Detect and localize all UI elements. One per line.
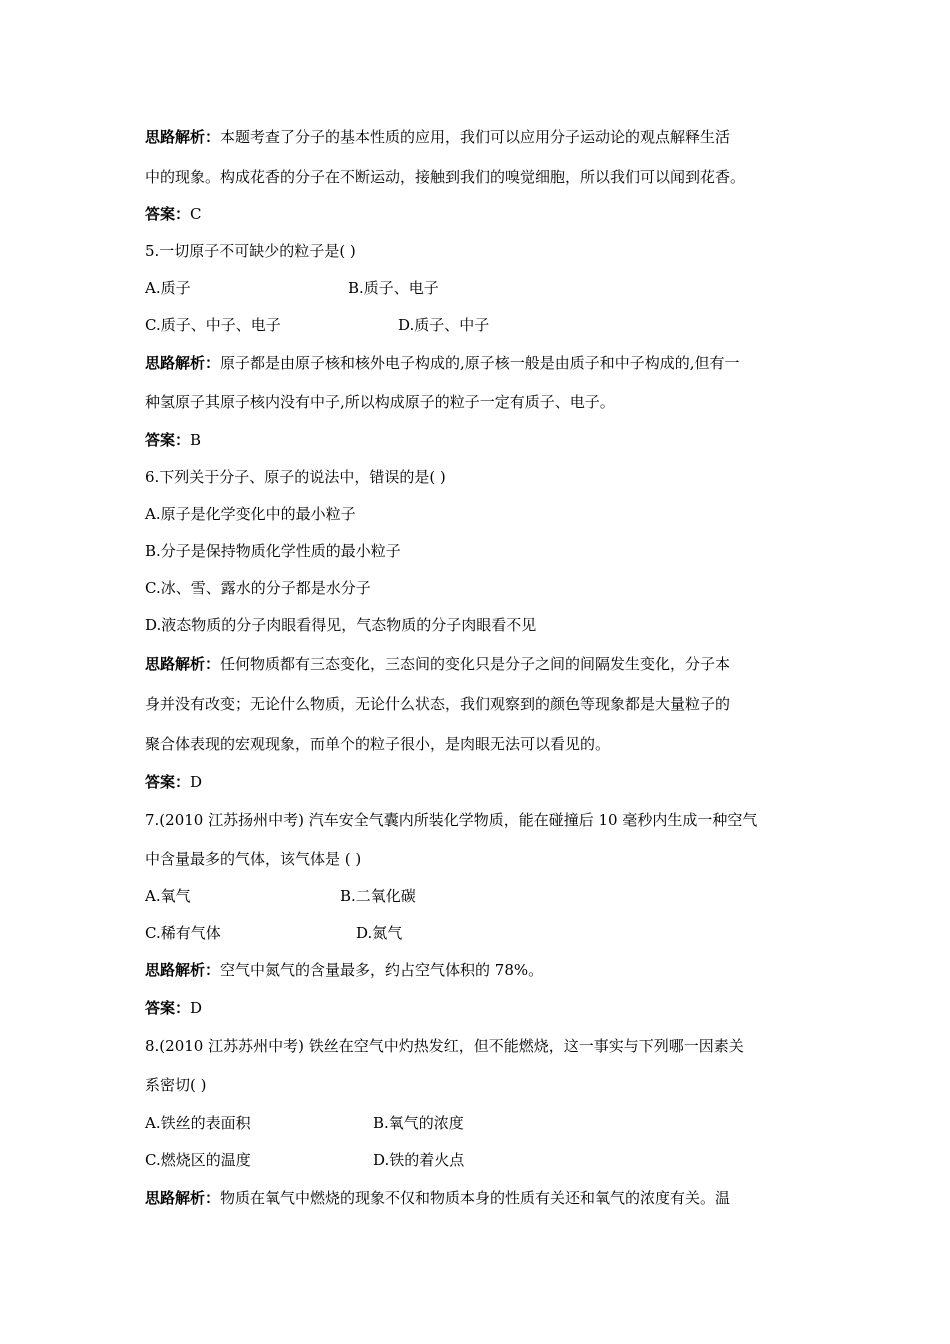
q6-answer-label: 答案： [145, 773, 191, 791]
q4-analysis-label: 思路解析： [145, 128, 221, 146]
q8-option-d: D.铁的着火点 [373, 1151, 465, 1169]
q7-answer-label: 答案： [145, 999, 191, 1017]
q6-analysis-line-2: 身并没有改变；无论什么物质，无论什么状态，我们观察到的颜色等现象都是大量粒子的 [145, 695, 731, 713]
q6-answer-value: D [190, 773, 203, 791]
q8-analysis-line-1 [145, 1188, 730, 1208]
q5-stem: 5.一切原子不可缺少的粒子是( ) [145, 242, 356, 260]
q7-stem-line-1: 7.(2010 江苏扬州中考) 汽车安全气囊内所装化学物质，能在碰撞后 10 毫秒内生成一种空气 [145, 811, 758, 829]
q6-answer [145, 772, 202, 792]
q7-answer-value: D [190, 999, 203, 1017]
q5-analysis-text-1: 原子都是由原子核和核外电子构成的,原子核一般是由质子和中子构成的,但有一 [220, 354, 740, 372]
q5-answer-value: B [190, 431, 202, 449]
q4-analysis-text-1: 本题考查了分子的基本性质的应用，我们可以应用分子运动论的观点解释生活 [220, 128, 731, 146]
q7-option-c: C.稀有气体 [145, 924, 221, 942]
q7-analysis-label: 思路解析： [145, 961, 221, 979]
q7-analysis-line-1 [145, 960, 543, 980]
q5-analysis-label: 思路解析： [145, 354, 221, 372]
q6-option-d: D.液态物质的分子肉眼看得见，气态物质的分子肉眼看不见 [145, 616, 537, 634]
q5-analysis-line-2: 种氢原子其原子核内没有中子,所以构成原子的粒子一定有质子、电子。 [145, 393, 615, 411]
q4-answer [145, 204, 202, 224]
q6-option-a: A.原子是化学变化中的最小粒子 [145, 505, 356, 523]
q6-stem: 6.下列关于分子、原子的说法中，错误的是( ) [145, 468, 446, 486]
q5-option-b: B.质子、电子 [348, 279, 439, 297]
q5-option-c: C.质子、中子、电子 [145, 316, 281, 334]
q7-stem-line-2: 中含量最多的气体，该气体是 ( ) [145, 850, 362, 868]
q8-option-b: B.氧气的浓度 [373, 1114, 464, 1132]
q8-stem-line-2: 系密切( ) [145, 1076, 207, 1094]
q6-option-c: C.冰、雪、露水的分子都是水分子 [145, 579, 371, 597]
q6-option-b: B.分子是保持物质化学性质的最小粒子 [145, 542, 401, 560]
q4-analysis-line-1 [145, 127, 730, 147]
q8-analysis-text-1: 物质在氧气中燃烧的现象不仅和物质本身的性质有关还和氧气的浓度有关。温 [220, 1189, 731, 1207]
q7-answer [145, 998, 202, 1018]
q6-analysis-text-1: 任何物质都有三态变化，三态间的变化只是分子之间的间隔发生变化，分子本 [220, 655, 731, 673]
q5-analysis-line-1 [145, 353, 740, 373]
q6-analysis-label: 思路解析： [145, 655, 221, 673]
q5-option-a: A.质子 [145, 279, 191, 297]
q5-answer [145, 430, 201, 450]
q4-answer-value: C [190, 205, 202, 223]
q5-option-d: D.质子、中子 [398, 316, 490, 334]
q5-answer-label: 答案： [145, 431, 191, 449]
q7-option-a: A.氧气 [145, 887, 191, 905]
q4-analysis-line-2: 中的现象。构成花香的分子在不断运动，接触到我们的嗅觉细胞，所以我们可以闻到花香。 [145, 168, 746, 186]
q8-option-c: C.燃烧区的温度 [145, 1151, 251, 1169]
q7-option-d: D.氮气 [356, 924, 403, 942]
q6-analysis-line-3: 聚合体表现的宏观现象，而单个的粒子很小，是肉眼无法可以看见的。 [145, 735, 611, 753]
q7-option-b: B.二氧化碳 [340, 887, 416, 905]
q4-answer-label: 答案： [145, 205, 191, 223]
q7-analysis-text-1: 空气中氮气的含量最多，约占空气体积的 78%。 [220, 961, 544, 979]
q8-option-a: A.铁丝的表面积 [145, 1114, 251, 1132]
q6-analysis-line-1 [145, 654, 730, 674]
q8-stem-line-1: 8.(2010 江苏苏州中考) 铁丝在空气中灼热发红，但不能燃烧，这一事实与下列哪一因素关 [145, 1037, 744, 1055]
q8-analysis-label: 思路解析： [145, 1189, 221, 1207]
